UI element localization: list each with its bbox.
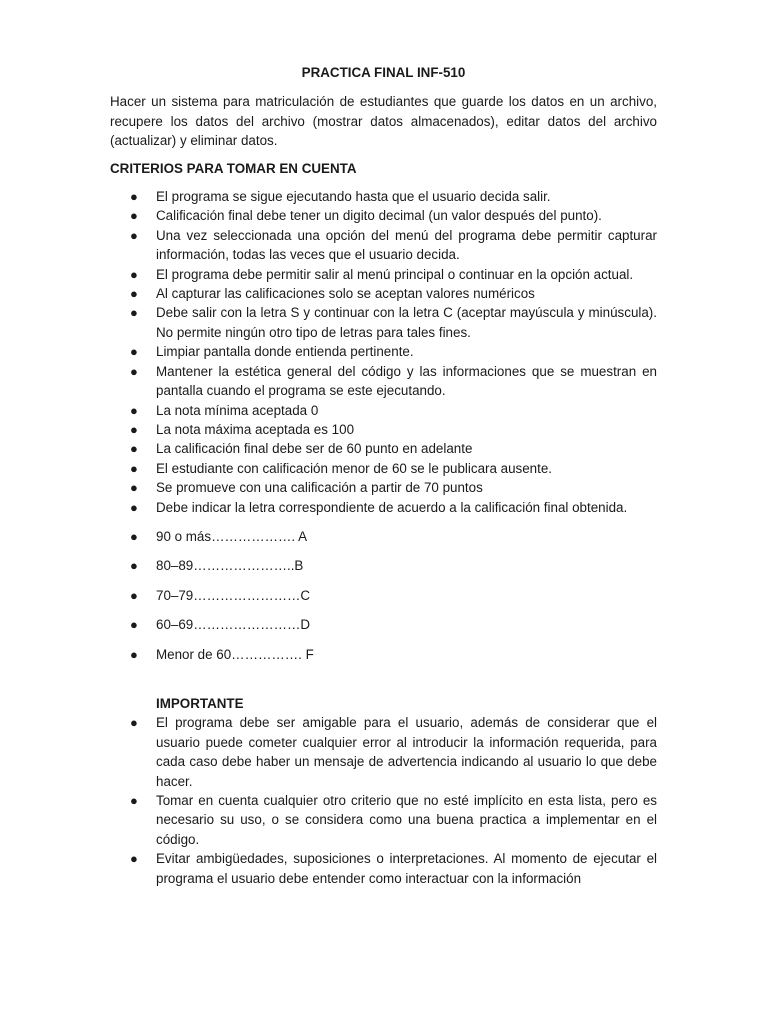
bullet-icon: ● (130, 793, 138, 808)
criteria-list (110, 187, 657, 517)
grade-scale-list (110, 527, 657, 664)
bullet-icon: ● (130, 715, 138, 731)
list-item-text: Mantener la estética general del código y las informaciones que se muestran en pantalla cuando el programa se este ejecutando. (156, 363, 657, 399)
list-item-text: El programa se sigue ejecutando hasta que el usuario decida salir. (156, 189, 551, 205)
list-item-text: La nota máxima aceptada es 100 (156, 421, 355, 437)
bullet-icon: ● (130, 344, 138, 360)
list-item-text: Debe salir con la letra S y continuar con la letra C (aceptar mayúscula y minúscula). No permite ningún otro tipo de letras para tales fines. (156, 305, 657, 340)
grade-item-text: 70–79……………………C (156, 587, 311, 603)
bullet-icon: ● (130, 189, 138, 205)
list-item (110, 498, 657, 517)
important-list (110, 713, 657, 888)
list-item (110, 206, 657, 225)
list-item-text: La nota mínima aceptada 0 (156, 402, 319, 418)
list-item-text: Evitar ambigüedades, suposiciones o interpretaciones. Al momento de ejecutar el programa el usuario debe entender como interactuar con la información (156, 851, 657, 886)
list-item (110, 187, 657, 206)
list-item-text: El programa debe permitir salir al menú principal o continuar en la opción actual. (156, 266, 634, 282)
bullet-icon: ● (130, 266, 138, 282)
bullet-icon: ● (130, 480, 138, 496)
list-item (110, 439, 657, 458)
list-item-text: El estudiante con calificación menor de 60 se le publicara ausente. (156, 460, 553, 476)
bullet-icon: ● (130, 421, 138, 437)
grade-item-text: 80–89…………………..B (156, 558, 304, 574)
list-item (110, 459, 657, 478)
bullet-icon: ● (130, 441, 138, 457)
list-item-text: La calificación final debe ser de 60 punto en adelante (156, 441, 473, 457)
criteria-heading: CRITERIOS PARA TOMAR EN CUENTA (110, 160, 357, 176)
list-item (110, 342, 657, 361)
list-item-text: Calificación final debe tener un digito decimal (un valor después del punto). (156, 208, 602, 224)
list-item (110, 265, 657, 284)
list-item (110, 284, 657, 303)
bullet-icon: ● (130, 305, 138, 321)
bullet-icon: ● (130, 617, 138, 633)
bullet-icon: ● (130, 587, 138, 603)
bullet-icon: ● (130, 286, 138, 302)
bullet-icon: ● (130, 646, 138, 662)
grade-item-text: Menor de 60……………. F (156, 646, 314, 662)
list-item-text: Una vez seleccionada una opción del menú del programa debe permitir capturar información, todas las veces que el usuario decida. (156, 227, 657, 263)
bullet-icon: ● (130, 208, 138, 224)
list-item (110, 791, 657, 849)
important-heading: IMPORTANTE (156, 695, 244, 711)
list-item (110, 849, 657, 888)
grade-item-text: 90 o más………………. A (156, 528, 308, 544)
list-item-text: Se promueve con una calificación a partir de 70 puntos (156, 480, 483, 496)
list-item (110, 713, 657, 791)
page-title: PRACTICA FINAL INF-510 (301, 65, 466, 80)
list-item (110, 420, 657, 439)
list-item (110, 303, 657, 342)
grade-item (110, 615, 657, 634)
bullet-icon: ● (130, 528, 138, 544)
bullet-icon: ● (130, 460, 138, 476)
list-item-text: Al capturar las calificaciones solo se aceptan valores numéricos (156, 286, 535, 302)
intro-paragraph: Hacer un sistema para matriculación de estudiantes que guarde los datos en un archivo, recupere los datos del archivo (mostrar datos almacenados), editar datos del archivo (actualizar) y eliminar datos. (110, 94, 657, 149)
list-item (110, 362, 657, 401)
list-item (110, 226, 657, 265)
list-item-text: Debe indicar la letra correspondiente de acuerdo a la calificación final obtenida. (156, 499, 628, 515)
list-item-text: El programa debe ser amigable para el usuario, además de considerar que el usuario puede cometer cualquier error al introducir la información requerida, para cada caso debe haber un mensaje de advertencia indicando al usuario lo que debe hacer. (156, 715, 657, 789)
grade-item (110, 556, 657, 575)
bullet-icon: ● (130, 227, 138, 243)
bullet-icon: ● (130, 402, 138, 418)
list-item (110, 401, 657, 420)
list-item (110, 478, 657, 497)
bullet-icon: ● (130, 851, 138, 867)
grade-item (110, 645, 657, 664)
list-item-text: Tomar en cuenta cualquier otro criterio que no esté implícito en esta lista, pero es necesario su uso, o se considera como una buena practica a implementar en el código. (156, 793, 657, 847)
grade-item-text: 60–69……………………D (156, 617, 311, 633)
list-item-text: Limpiar pantalla donde entienda pertinente. (156, 344, 414, 360)
bullet-icon: ● (130, 363, 138, 379)
bullet-icon: ● (130, 499, 138, 515)
grade-item (110, 527, 657, 546)
bullet-icon: ● (130, 558, 138, 574)
grade-item (110, 586, 657, 605)
